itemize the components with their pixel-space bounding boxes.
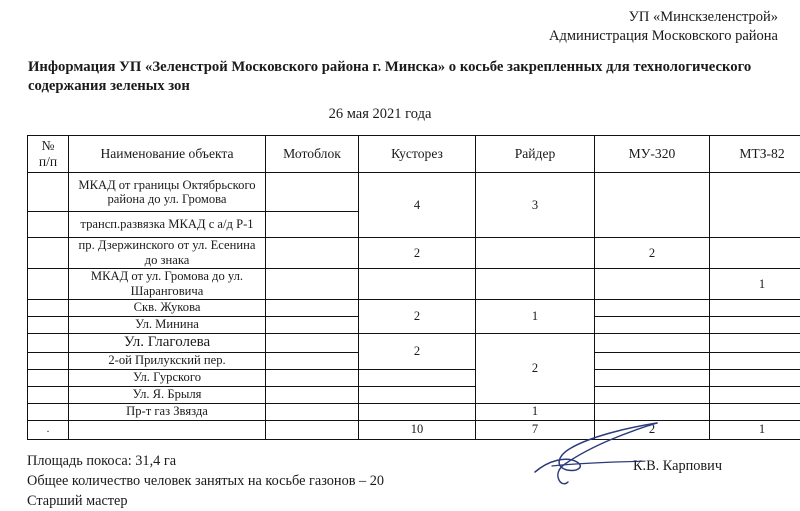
table-header [28,136,800,173]
cell-name: 2-ой Прилукский пер. [69,352,266,369]
cell-number [28,316,69,333]
column-header-mtz82: МТЗ-82 [710,136,800,173]
cell-mtz82 [710,369,800,386]
cell-motoblock [266,403,359,420]
table-row [28,269,800,300]
cell-mtz82 [710,299,800,316]
cell-number [28,369,69,386]
cell-number [28,299,69,316]
footer-mowing-area: Площадь покоса: 31,4 га [27,451,800,471]
column-header-name: Наименование объекта [69,136,266,173]
letterhead-administration: Администрация Московского района [0,27,778,46]
cell-mtz82 [710,238,800,269]
cell-motoblock [266,173,359,212]
cell-total-motoblock [266,420,359,439]
cell-name: Ул. Гурского [69,369,266,386]
cell-mtz82 [710,352,800,369]
signatory-name: К.В. Карпович [633,458,722,475]
cell-mu320 [595,403,710,420]
column-header-number-line1: № [42,138,55,153]
cell-motoblock [266,299,359,316]
cell-name: пр. Дзержинского от ул. Есенина до знака [69,238,266,269]
table-header-row [28,136,800,173]
cell-mtz82 [710,333,800,352]
cell-number [28,212,69,238]
cell-kustorez: 2 [359,299,476,333]
cell-name: Ул. Минина [69,316,266,333]
cell-total-mtz82: 1 [710,420,800,439]
cell-name: Пр-т газ Звязда [69,403,266,420]
cell-motoblock [266,238,359,269]
letterhead [0,0,800,45]
cell-name: Ул. Я. Брыля [69,386,266,403]
letterhead-organization: УП «Минскзеленстрой» [0,8,778,27]
cell-number [28,238,69,269]
cell-motoblock [266,386,359,403]
cell-total-number: . [28,420,69,439]
table-row [28,299,800,316]
column-header-mu320: МУ-320 [595,136,710,173]
table-row [28,333,800,352]
table-row [28,238,800,269]
cell-mtz82 [710,403,800,420]
cell-mtz82 [710,386,800,403]
cell-mu320 [595,352,710,369]
footer-people-count: Общее количество человек занятых на косьбе газонов – 20 [27,471,800,491]
table-row [28,369,800,386]
cell-total-mu320: 2 [595,420,710,439]
cell-number [28,403,69,420]
cell-kustorez [359,369,476,386]
cell-number [28,333,69,352]
cell-name: Ул. Глаголева [69,333,266,352]
cell-number [28,352,69,369]
cell-motoblock [266,316,359,333]
cell-mu320: 2 [595,238,710,269]
cell-number [28,173,69,212]
cell-raider: 2 [476,333,595,403]
mowing-table-wrapper [27,135,779,439]
cell-raider: 3 [476,173,595,238]
cell-name: трансп.развязка МКАД с а/д Р-1 [69,212,266,238]
cell-name: Скв. Жукова [69,299,266,316]
cell-kustorez [359,269,476,300]
cell-name: МКАД от ул. Громова до ул. Шаранговича [69,269,266,300]
table-row [28,403,800,420]
mowing-table [27,135,800,439]
cell-mu320 [595,386,710,403]
cell-raider: 1 [476,403,595,420]
cell-mu320 [595,333,710,352]
cell-motoblock [266,212,359,238]
cell-mu320 [595,316,710,333]
cell-number [28,386,69,403]
column-header-number-line2: п/п [39,154,57,169]
signature-block [515,420,800,490]
footer-role: Старший мастер [27,491,800,511]
cell-raider [476,269,595,300]
cell-mtz82 [710,316,800,333]
cell-total-kustorez: 10 [359,420,476,439]
cell-kustorez: 2 [359,238,476,269]
table-row [28,386,800,403]
cell-mu320 [595,299,710,316]
column-header-raider: Райдер [476,136,595,173]
cell-mu320 [595,369,710,386]
cell-total-name [69,420,266,439]
cell-mu320 [595,173,710,238]
cell-motoblock [266,352,359,369]
cell-motoblock [266,333,359,352]
cell-mtz82: 1 [710,269,800,300]
cell-name: МКАД от границы Октябрьского района до ул. Громова [69,173,266,212]
cell-kustorez [359,386,476,403]
cell-kustorez: 2 [359,333,476,369]
table-row [28,173,800,212]
page-title: Информация УП «Зеленстрой Московского района г. Минска» о косьбе закрепленных для технологического содержания зеленых зон [28,58,778,96]
table-body [28,173,800,439]
cell-kustorez [359,403,476,420]
cell-mtz82 [710,173,800,238]
cell-mu320 [595,269,710,300]
column-header-number [28,136,69,173]
cell-number [28,269,69,300]
cell-raider [476,238,595,269]
cell-motoblock [266,269,359,300]
cell-total-raider: 7 [476,420,595,439]
column-header-motoblock: Мотоблок [266,136,359,173]
cell-motoblock [266,369,359,386]
column-header-kustorez: Кусторез [359,136,476,173]
cell-kustorez: 4 [359,173,476,238]
handwritten-signature-icon [515,420,800,490]
cell-raider: 1 [476,299,595,333]
document-date: 26 мая 2021 года [0,106,800,123]
